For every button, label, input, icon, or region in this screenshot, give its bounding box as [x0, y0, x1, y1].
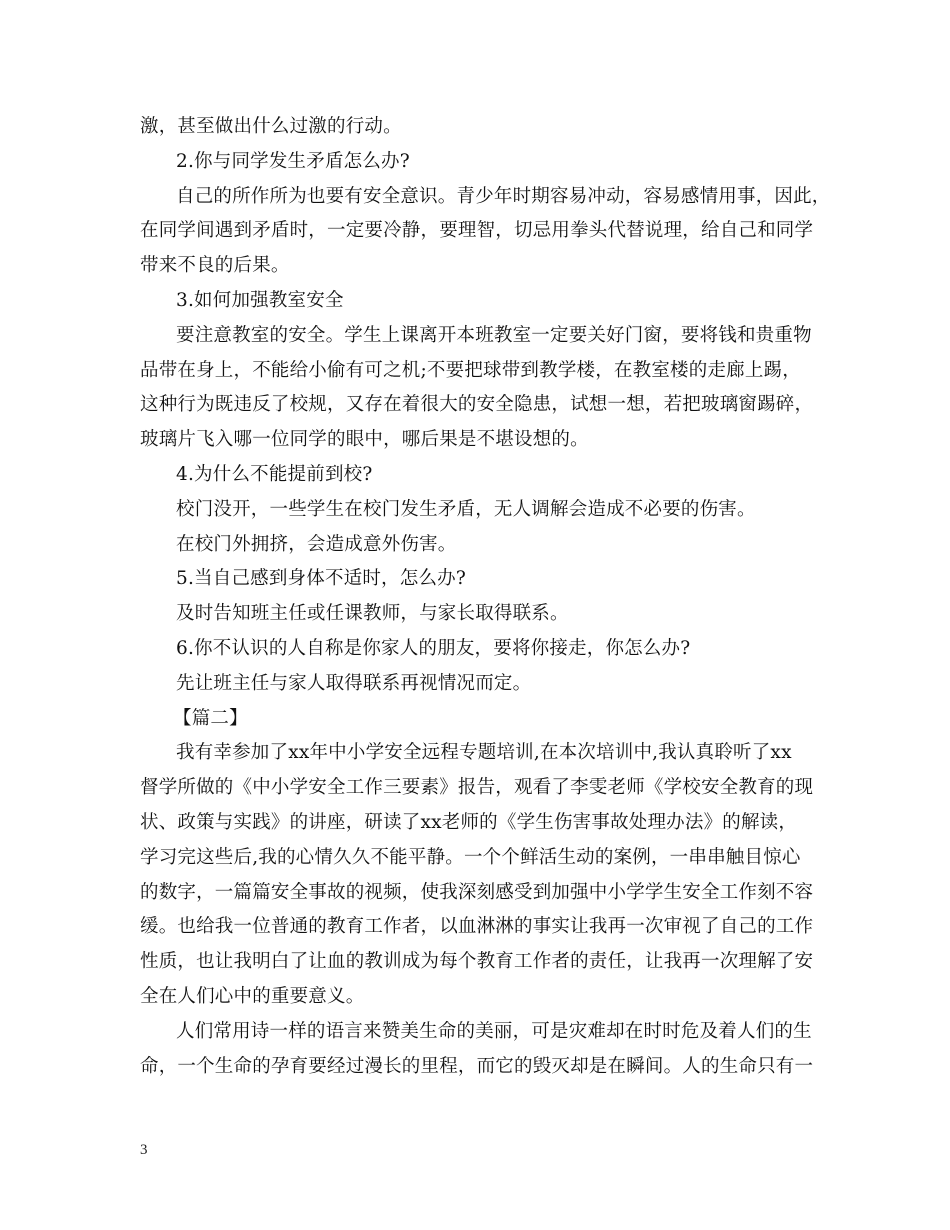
- document-body: [140, 110, 831, 1084]
- question-heading: 5.当自己感到身体不适时，怎么办?: [176, 568, 466, 590]
- text-line: 品带在身上，不能给小偷有可之机;不要把球带到教学楼，在教室楼的走廊上踢，: [140, 359, 801, 381]
- text-line: 在校门外拥挤，会造成意外伤害。: [176, 533, 457, 555]
- text-line: 命，一个生命的孕育要经过漫长的里程，而它的毁灭却是在瞬间。人的生命只有一: [140, 1055, 814, 1077]
- text-line: 我有幸参加了xx年中小学安全远程专题培训,在本次培训中,我认真聆听了xx: [176, 742, 792, 764]
- text-line: 性质，也让我明白了让血的教训成为每个教育工作者的责任，让我再一次理解了安: [140, 951, 814, 973]
- text-line: 先让班主任与家人取得联系再视情况而定。: [176, 672, 532, 694]
- text-line: 学习完这些后,我的心情久久不能平静。一个个鲜活生动的案例，一串串触目惊心: [140, 846, 801, 868]
- text-line: 这种行为既违反了校规，又存在着很大的安全隐患，试想一想，若把玻璃窗踢碎，: [140, 394, 814, 416]
- question-heading: 3.如何加强教室安全: [176, 289, 344, 311]
- question-heading: 4.为什么不能提前到校?: [176, 463, 373, 485]
- text-line: 自己的所作所为也要有安全意识。青少年时期容易冲动，容易感情用事，因此，: [176, 185, 831, 207]
- text-line: 激，甚至做出什么过激的行动。: [140, 116, 402, 137]
- text-line: 的数字，一篇篇安全事故的视频，使我深刻感受到加强中小学学生安全工作刻不容: [140, 881, 814, 903]
- question-heading: 6.你不认识的人自称是你家人的朋友，要将你接走，你怎么办?: [176, 637, 691, 659]
- text-line: 校门没开，一些学生在校门发生矛盾，无人调解会造成不必要的伤害。: [176, 498, 756, 520]
- section-heading: 【篇二】: [173, 707, 248, 729]
- page-number: 3: [140, 1142, 148, 1158]
- text-line: 在同学间遇到矛盾时，一定要冷静，要理智，切忌用拳头代替说理，给自己和同学: [140, 220, 814, 242]
- text-line: 人们常用诗一样的语言来赞美生命的美丽，可是灾难却在时时危及着人们的生: [176, 1020, 812, 1042]
- text-line: 及时告知班主任或任课教师，与家长取得联系。: [176, 603, 569, 625]
- text-line: 督学所做的《中小学安全工作三要素》报告，观看了李雯老师《学校安全教育的现: [140, 777, 814, 799]
- question-heading: 2.你与同学发生矛盾怎么办?: [176, 150, 410, 172]
- text-line: 玻璃片飞入哪一位同学的眼中，哪后果是不堪设想的。: [140, 429, 589, 451]
- text-line: 要注意教室的安全。学生上课离开本班教室一定要关好门窗，要将钱和贵重物: [176, 324, 812, 346]
- text-line: 全在人们心中的重要意义。: [140, 985, 365, 1007]
- text-line: 状、政策与实践》的讲座，研读了xx老师的《学生伤害事故处理办法》的解读，: [140, 811, 798, 833]
- text-line: 缓。也给我一位普通的教育工作者，以血淋淋的事实让我再一次审视了自己的工作: [140, 916, 814, 938]
- text-line: 带来不良的后果。: [140, 255, 290, 277]
